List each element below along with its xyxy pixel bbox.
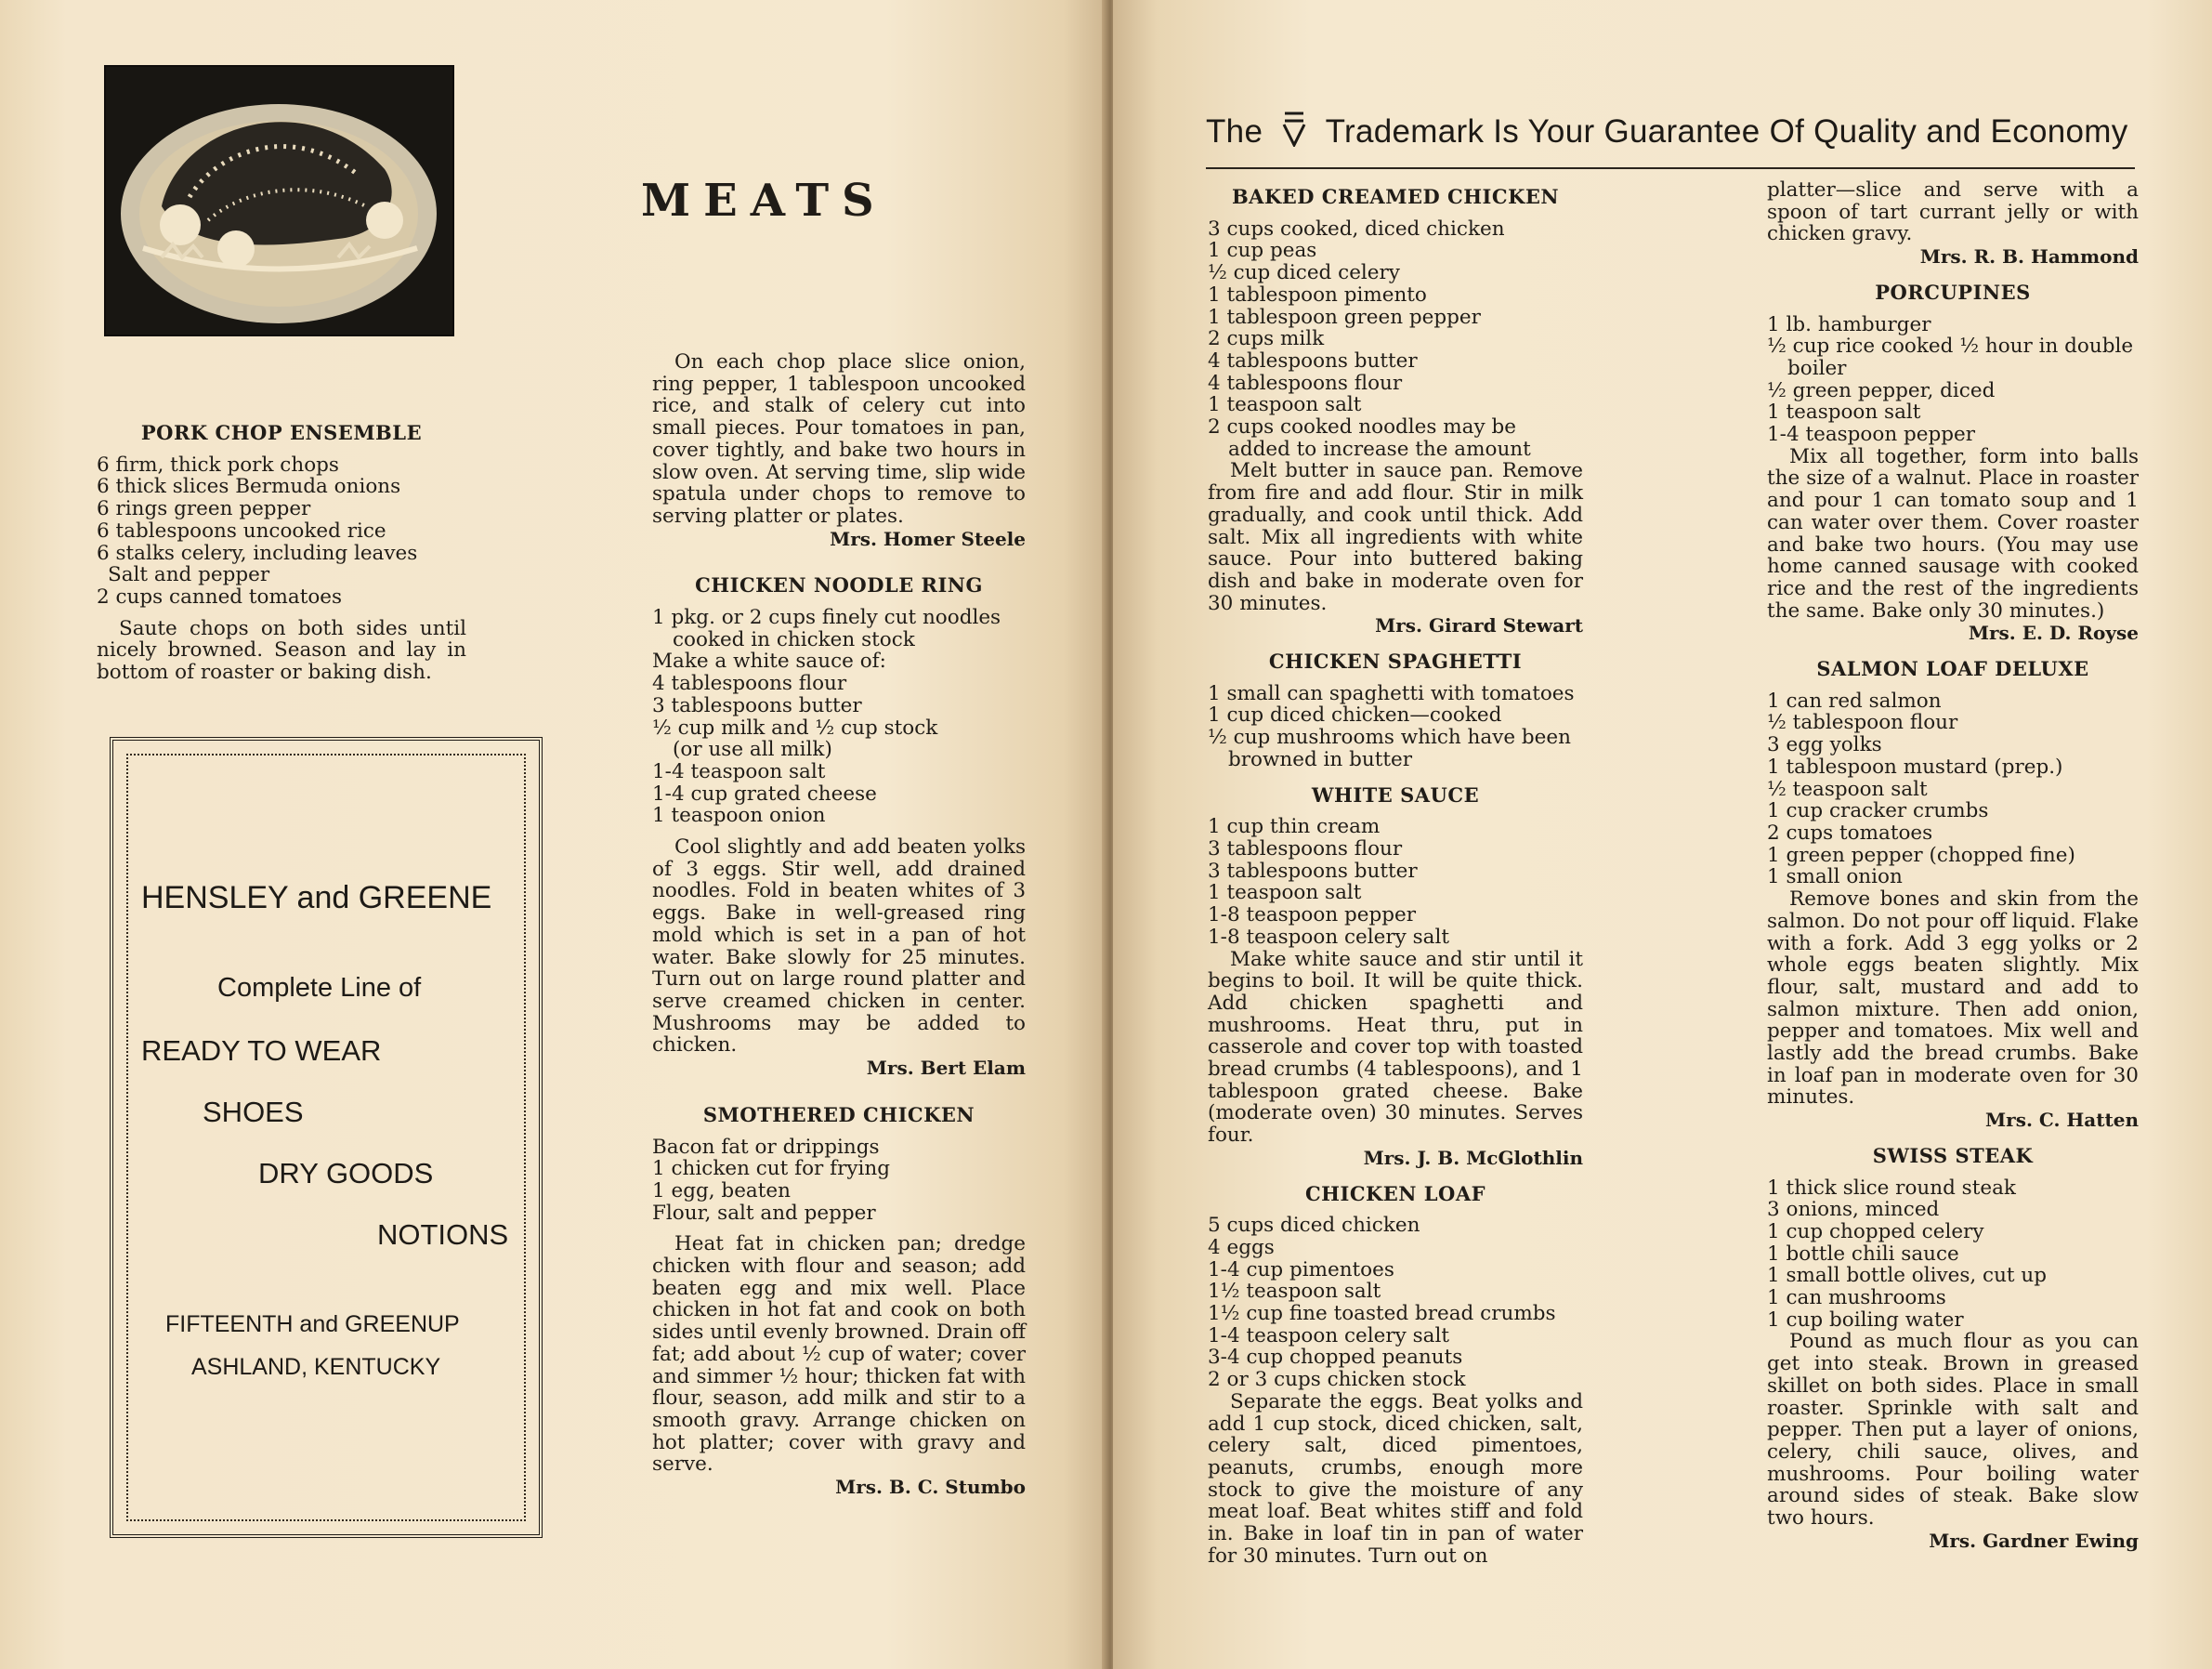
ingredient: 1 cup diced chicken—cooked bbox=[1208, 703, 1502, 728]
ingredient: 4 tablespoons flour bbox=[1208, 371, 1403, 395]
ingredient: ½ cup rice cooked ½ hour in double boiler bbox=[1767, 335, 2134, 380]
right-right-column bbox=[1767, 179, 2139, 1552]
ingredient: 1-4 cup grated cheese bbox=[652, 782, 877, 806]
ingredient: 1 pkg. or 2 cups finely cut noodles cooked in chicken stock bbox=[652, 606, 1001, 651]
ingredient: 6 tablespoons uncooked rice bbox=[97, 519, 386, 543]
ingredient: 6 rings green pepper bbox=[97, 497, 311, 521]
recipe-author: Mrs. B. C. Stumbo bbox=[835, 1476, 1026, 1499]
ingredient: 1 green pepper (chopped fine) bbox=[1767, 843, 2075, 867]
recipe-author: Mrs. J. B. McGlothlin bbox=[1363, 1146, 1583, 1169]
recipe-author: Mrs. Bert Elam bbox=[866, 1057, 1026, 1080]
ingredient: 1-4 teaspoon celery salt bbox=[1208, 1323, 1449, 1347]
ingredient: ½ cup diced celery bbox=[1208, 261, 1400, 285]
ingredient: 1½ teaspoon salt bbox=[1208, 1280, 1381, 1304]
ingredient: Make a white sauce of: bbox=[652, 650, 886, 674]
ingredient: 1-4 teaspoon salt bbox=[652, 759, 826, 783]
ingredient: 1 tablespoon green pepper bbox=[1208, 305, 1481, 329]
ad-line: NOTIONS bbox=[377, 1218, 509, 1251]
recipe-title: BAKED CREAMED CHICKEN bbox=[1231, 185, 1560, 208]
ingredient: 1 tablespoon pimento bbox=[1208, 283, 1427, 307]
ingredient: 2 cups cooked noodles may be added to increase the amount bbox=[1208, 415, 1531, 461]
recipe-title: CHICKEN SPAGHETTI bbox=[1268, 650, 1523, 674]
instructions: Make white sauce and stir until it begins to boil. It will be quite thick. Add chicken spaghetti and mushrooms. Heat thru, put in casserole and cover top with toasted bread crumbs (4 tablespoons), and 1 tablespoon grated cheese. Bake (moderate oven) 30 minutes. Serves four. bbox=[1208, 947, 1583, 1148]
ingredient: 5 cups diced chicken bbox=[1208, 1214, 1420, 1238]
section-title: MEATS bbox=[641, 175, 887, 227]
ingredient: 1 cup chopped celery bbox=[1767, 1219, 1984, 1243]
ingredient: 1 cup cracker crumbs bbox=[1767, 799, 1989, 823]
ad-line: DRY GOODS bbox=[258, 1157, 434, 1189]
ingredient: 4 tablespoons butter bbox=[1208, 348, 1418, 373]
header-text: Trademark Is Your Guarantee Of Quality and Economy bbox=[1325, 112, 2128, 150]
ingredient: 3 cups cooked, diced chicken bbox=[1208, 217, 1505, 241]
ingredient: 1 can mushrooms bbox=[1767, 1286, 1946, 1310]
ingredient: Bacon fat or drippings bbox=[652, 1135, 880, 1159]
header-text: The bbox=[1206, 112, 1263, 150]
middle-column bbox=[652, 351, 1026, 1499]
recipe-title: SALMON LOAF DELUXE bbox=[1816, 657, 2089, 681]
instructions: Pound as much flour as you can get into steak. Brown in greased skillet on both sides. Place in small roaster. Sprinkle with salt and pepper. Then put a layer of onions, celery, chili sauce, olives, and mushrooms. Pour boiling water around sides of steak. Bake slow two hours. bbox=[1767, 1330, 2139, 1531]
recipe-author: Mrs. C. Hatten bbox=[1985, 1109, 2139, 1132]
recipe-title: SMOTHERED CHICKEN bbox=[702, 1102, 975, 1126]
ingredient: 1 teaspoon onion bbox=[652, 804, 826, 828]
ingredient: ½ green pepper, diced bbox=[1767, 378, 1996, 402]
recipe-author: Mrs. Girard Stewart bbox=[1375, 614, 1583, 637]
b-v-trademark-logo bbox=[1281, 112, 1307, 155]
instructions: On each chop place slice onion, ring pepper, 1 tablespoon uncooked rice, and stalk of celery cut into small pieces. Pour tomatoes in pan, cover tightly, and bake two hours in slow oven. At serving time, slip wide spatula under chops to remove to serving platter or plates. bbox=[652, 350, 1026, 528]
header-rule bbox=[1206, 167, 2135, 169]
ad-ornamental-border bbox=[126, 754, 526, 1521]
ingredient: 1 lb. hamburger bbox=[1767, 312, 1931, 336]
roast-turkey-illustration bbox=[104, 65, 454, 336]
ingredient: 1 cup thin cream bbox=[1208, 815, 1381, 839]
ingredient: ½ teaspoon salt bbox=[1767, 777, 1928, 801]
ad-line: READY TO WEAR bbox=[141, 1034, 382, 1067]
ingredient: 1-8 teaspoon pepper bbox=[1208, 903, 1417, 927]
instructions: Melt butter in sauce pan. Remove from fire and add flour. Stir in milk gradually, and cook until thick. Add salt. Mix all ingredients with white sauce. Pour into buttered baking dish and bake in moderate oven for 30 minutes. bbox=[1208, 459, 1583, 615]
ingredient: 6 stalks celery, including leaves bbox=[97, 541, 418, 565]
ingredient: 1 small can spaghetti with tomatoes bbox=[1208, 681, 1575, 705]
ad-tagline: Complete Line of bbox=[217, 973, 422, 1003]
instructions-continued: platter—slice and serve with a spoon of tart currant jelly or with chicken gravy. bbox=[1767, 178, 2139, 246]
ingredient: ½ tablespoon flour bbox=[1767, 711, 1958, 735]
ad-address: FIFTEENTH and GREENUP bbox=[165, 1311, 460, 1337]
ingredient: 1 teaspoon salt bbox=[1208, 881, 1362, 905]
ingredient: 1 chicken cut for frying bbox=[652, 1157, 890, 1181]
ingredient: 1-4 cup pimentoes bbox=[1208, 1257, 1394, 1281]
ingredient: 2 or 3 cups chicken stock bbox=[1208, 1368, 1466, 1392]
recipe-title: CHICKEN LOAF bbox=[1304, 1181, 1486, 1205]
instructions: Saute chops on both sides until nicely browned. Season and lay in bottom of roaster or baking dish. bbox=[97, 616, 466, 685]
recipe-title: SWISS STEAK bbox=[1872, 1143, 2034, 1167]
hensley-greene-advertisement bbox=[110, 737, 543, 1538]
ingredient: ½ cup milk and ½ cup stock bbox=[652, 716, 938, 740]
ingredient: Flour, salt and pepper bbox=[652, 1201, 876, 1225]
ingredient: 1 cup boiling water bbox=[1767, 1308, 1964, 1332]
instructions: Remove bones and skin from the salmon. Do not pour off liquid. Flake with a fork. Add 3 egg yolks or 2 whole eggs beaten slightly. Mix flour, salt, mustard and add to salmon mixture. Then add onion, pepper and tomatoes. Mix well and lastly add the bread crumbs. Bake in loaf pan in moderate oven for 30 minutes. bbox=[1767, 887, 2139, 1110]
ingredient: Salt and pepper bbox=[108, 563, 270, 587]
ingredient: 3 tablespoons butter bbox=[652, 693, 862, 717]
ingredient: 2 cups tomatoes bbox=[1767, 821, 1933, 845]
ingredient: 1-4 teaspoon pepper bbox=[1767, 423, 1976, 447]
ingredient: 4 tablespoons flour bbox=[652, 672, 847, 696]
ingredient: 6 firm, thick pork chops bbox=[97, 453, 339, 477]
ingredient: 3 tablespoons butter bbox=[1208, 859, 1418, 883]
ingredient: 4 eggs bbox=[1208, 1235, 1275, 1259]
ingredient: 1 egg, beaten bbox=[652, 1178, 791, 1202]
ingredient: 1 thick slice round steak bbox=[1767, 1176, 2016, 1200]
recipe-author: Mrs. R. B. Hammond bbox=[1919, 245, 2139, 269]
recipe-author: Mrs. Homer Steele bbox=[830, 527, 1026, 550]
ingredient: 2 cups canned tomatoes bbox=[97, 585, 343, 609]
recipe-title: CHICKEN NOODLE RING bbox=[695, 573, 983, 598]
ingredient: 3 tablespoons flour bbox=[1208, 836, 1403, 861]
ingredient: 1½ cup fine toasted bread crumbs bbox=[1208, 1302, 1556, 1326]
ingredient: 2 cups milk bbox=[1208, 327, 1325, 351]
ad-line: SHOES bbox=[203, 1096, 304, 1128]
instructions: Heat fat in chicken pan; dredge chicken with flour and season; add beaten egg and mix well. Place chicken in hot fat and cook on both sides until evenly browned. Drain off fat; add about ½ cup of water; cover and simmer ½ hour; thicken fat with flour, season, add milk and stir to a smooth gravy. Arrange chicken on hot platter; cover with gravy and serve. bbox=[652, 1232, 1026, 1477]
instructions: Separate the eggs. Beat yolks and add 1 cup stock, diced chicken, salt, celery salt, diced pimentoes, peanuts, crumbs, enough more stock to give the moisture of any meat loaf. Beat whites stiff and fold in. Bake in loaf tin in pan of water for 30 minutes. Turn out on bbox=[1208, 1389, 1583, 1568]
recipe-title: PORCUPINES bbox=[1875, 280, 2031, 304]
ingredient: 1 teaspoon salt bbox=[1208, 393, 1362, 417]
ingredient: 1 small onion bbox=[1767, 865, 1903, 889]
recipe-pork-chop-ensemble bbox=[97, 409, 466, 684]
ingredient: (or use all milk) bbox=[673, 738, 832, 762]
ad-city: ASHLAND, KENTUCKY bbox=[191, 1354, 441, 1380]
recipe-author: Mrs. Gardner Ewing bbox=[1929, 1529, 2139, 1552]
ingredient: 1 bottle chili sauce bbox=[1767, 1242, 1959, 1266]
instructions: Cool slightly and add beaten yolks of 3 eggs. Stir well, add drained noodles. Fold in beaten whites of 3 eggs. Bake in well-greased ring mold which is set in a pan of hot water. Bake slowly for 25 minutes. Turn out on large round platter and serve creamed chicken in center. Mushrooms may be added to chicken. bbox=[652, 835, 1026, 1058]
ingredient: 1 cup peas bbox=[1208, 239, 1317, 263]
ingredient: 3 egg yolks bbox=[1767, 733, 1882, 757]
ad-store-name: HENSLEY and GREENE bbox=[141, 880, 492, 915]
recipe-author: Mrs. E. D. Royse bbox=[1968, 622, 2139, 645]
ingredient: 6 thick slices Bermuda onions bbox=[97, 475, 401, 499]
ingredient: 3 onions, minced bbox=[1767, 1198, 1940, 1222]
ingredient: 1-8 teaspoon celery salt bbox=[1208, 925, 1449, 949]
ingredient: 1 can red salmon bbox=[1767, 689, 1942, 713]
ingredient: 3-4 cup chopped peanuts bbox=[1208, 1346, 1463, 1370]
recipe-title: PORK CHOP ENSEMBLE bbox=[140, 421, 423, 444]
ingredient: 1 teaspoon salt bbox=[1767, 401, 1921, 425]
ingredient: 1 tablespoon mustard (prep.) bbox=[1767, 755, 2063, 779]
ingredient: 1 small bottle olives, cut up bbox=[1767, 1264, 2047, 1288]
ingredient: ½ cup mushrooms which have been browned in butter bbox=[1208, 726, 1571, 771]
instructions: Mix all together, form into balls the size of a walnut. Place in roaster and pour 1 can tomato soup and 1 can water over them. Cover roaster and bake two hours. (You may use home canned sausage with cooked rice and the rest of the ingredients the same. Bake only 30 minutes.) bbox=[1767, 444, 2139, 623]
trademark-header bbox=[1206, 112, 2128, 155]
right-left-column bbox=[1208, 177, 1583, 1567]
recipe-title: WHITE SAUCE bbox=[1311, 782, 1480, 807]
